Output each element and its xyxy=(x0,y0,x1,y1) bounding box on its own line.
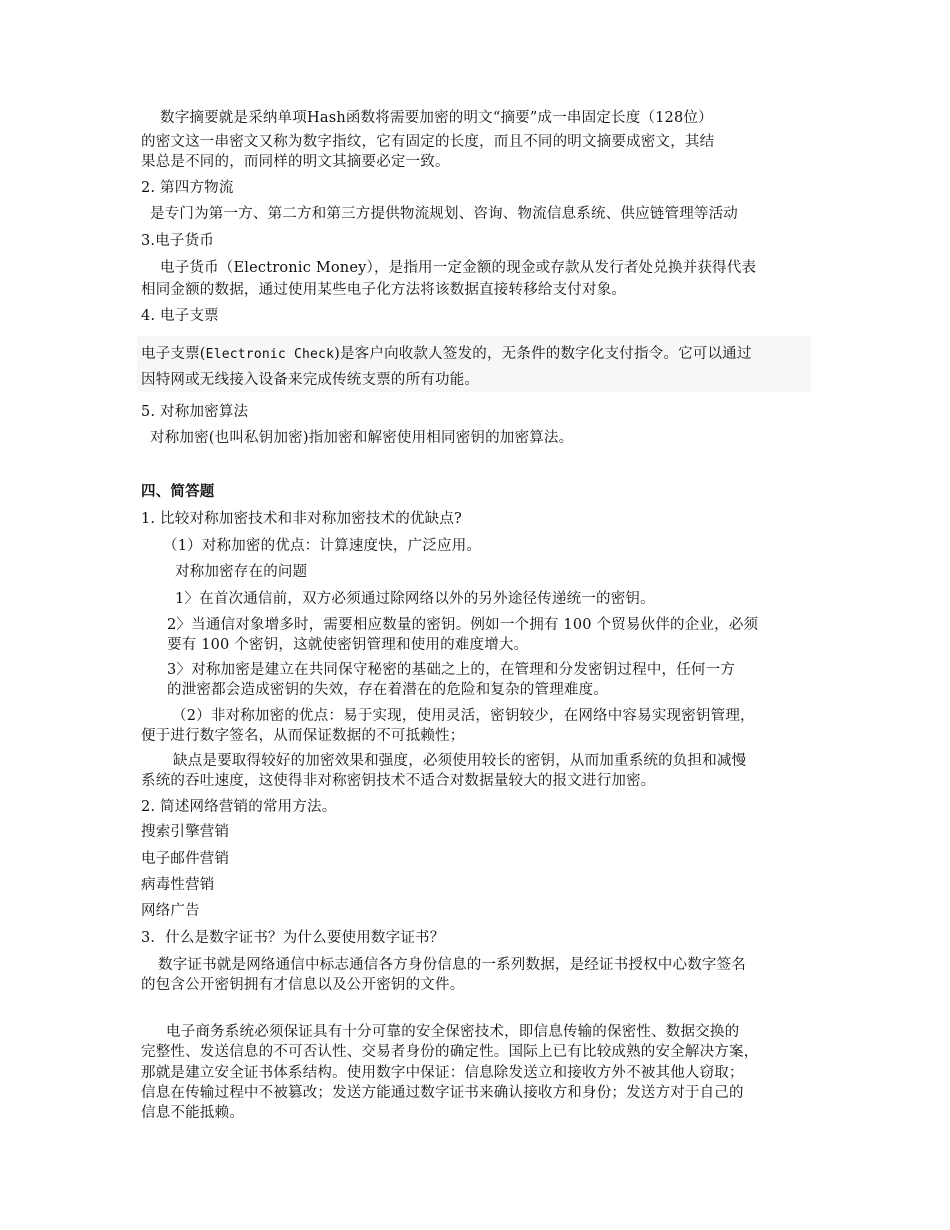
heading-electronic-check: 4. 电子支票 xyxy=(141,308,219,324)
q1-symmetric-advantages: （1）对称加密的优点：计算速度快，广泛应用。 xyxy=(163,538,482,554)
marketing-method-1: 搜索引擎营销 xyxy=(141,824,230,840)
electronic-money-para-line2: 相同金额的数据，通过使用某些电子化方法将该数据直接转移给支付对象。 xyxy=(141,282,627,298)
q1-asymmetric-disadvantages-line1: 缺点是要取得较好的加密效果和强度，必须使用较长的密钥，从而加重系统的负担和减慢 xyxy=(173,753,747,769)
q1-problem-3-line1: 3〉对称加密是建立在共同保守秘密的基础之上的，在管理和分发密钥过程中，任何一方 xyxy=(167,662,736,678)
digest-para-line3: 果总是不同的，而同样的明文其摘要必定一致。 xyxy=(141,154,450,170)
q1-asymmetric-advantages-line2: 便于进行数字签名，从而保证数据的不可抵赖性； xyxy=(141,728,465,744)
q3-answer-b-line1: 电子商务系统必须保证具有十分可靠的安全保密技术，即信息传输的保密性、数据交换的 xyxy=(166,1024,740,1040)
question-2: 2. 简述网络营销的常用方法。 xyxy=(141,799,337,815)
marketing-method-3: 病毒性营销 xyxy=(141,877,215,893)
question-1: 1. 比较对称加密技术和非对称加密技术的优缺点? xyxy=(141,511,463,527)
fourth-party-logistics-para: 是专门为第一方、第二方和第三方提供物流规划、咨询、物流信息系统、供应链管理等活动 xyxy=(150,206,738,222)
q3-answer-b-line4: 信息在传输过程中不被篡改；发送方能通过数字证书来确认接收方和身份；发送方对于自己的 xyxy=(141,1085,744,1101)
q3-answer-b-line5: 信息不能抵赖。 xyxy=(141,1105,244,1121)
electronic-check-para-line2: 因特网或无线接入设备来完成传统支票的所有功能。 xyxy=(141,372,480,388)
question-3: 3．什么是数字证书？为什么要使用数字证书？ xyxy=(141,930,445,946)
q1-problem-2-line1: 2〉当通信对象增多时，需要相应数量的密钥。例如一个拥有 100 个贸易伙伴的企业，必须 xyxy=(167,617,759,633)
q1-problem-1: 1〉在首次通信前，双方必须通过除网络以外的另外途径传递统一的密钥。 xyxy=(175,591,655,607)
section-short-answer-heading: 四、简答题 xyxy=(141,483,215,500)
q3-answer-a-line1: 数字证书就是网络通信中标志通信各方身份信息的一系列数据，是经证书授权中心数字签名 xyxy=(158,957,746,973)
q3-answer-b-line2: 完整性、发送信息的不可否认性、交易者身份的确定性。国际上已有比较成熟的安全解决方案， xyxy=(141,1044,759,1060)
q3-answer-b-line3: 那就是建立安全证书体系结构。使用数字中保证：信息除发送立和接收方外不被其他人窃取； xyxy=(141,1065,744,1081)
q1-problem-2-line2: 要有 100 个密钥，这就使密钥管理和使用的难度增大。 xyxy=(167,637,529,653)
q1-asymmetric-disadvantages-line2: 系统的吞吐速度，这使得非对称密钥技术不适合对数据量较大的报文进行加密。 xyxy=(141,773,656,789)
q1-symmetric-problems-heading: 对称加密存在的问题 xyxy=(175,564,308,580)
digest-para-line2: 的密文这一串密文又称为数字指纹，它有固定的长度，而且不同的明文摘要成密文，其结 xyxy=(141,134,715,150)
q1-asymmetric-advantages-line1: （2）非对称加密的优点：易于实现，使用灵活，密钥较少，在网络中容易实现密钥管理， xyxy=(172,708,755,724)
digest-para-line1: 数字摘要就是采纳单项Hash函数将需要加密的明文“摘要”成一串固定长度（128位） xyxy=(160,110,713,126)
marketing-method-4: 网络广告 xyxy=(141,903,200,919)
electronic-check-para-line1: 电子支票(Electronic Check)是客户向收款人签发的，无条件的数字化支付指令。它可以通过 xyxy=(141,346,752,362)
heading-electronic-money: 3.电子货币 xyxy=(141,233,215,249)
heading-fourth-party-logistics: 2. 第四方物流 xyxy=(141,180,234,196)
q3-answer-a-line2: 的包含公开密钥拥有才信息以及公开密钥的文件。 xyxy=(141,977,465,993)
q1-problem-3-line2: 的泄密都会造成密钥的失效，存在着潜在的危险和复杂的管理难度。 xyxy=(167,682,608,698)
marketing-method-2: 电子邮件营销 xyxy=(141,851,230,867)
electronic-money-para-line1: 电子货币（Electronic Money），是指用一定金额的现金或存款从发行者处兑换并获得代表 xyxy=(160,260,757,276)
symmetric-encryption-para: 对称加密(也叫私钥加密)指加密和解密使用相同密钥的加密算法。 xyxy=(150,430,574,446)
heading-symmetric-encryption: 5. 对称加密算法 xyxy=(141,404,249,420)
